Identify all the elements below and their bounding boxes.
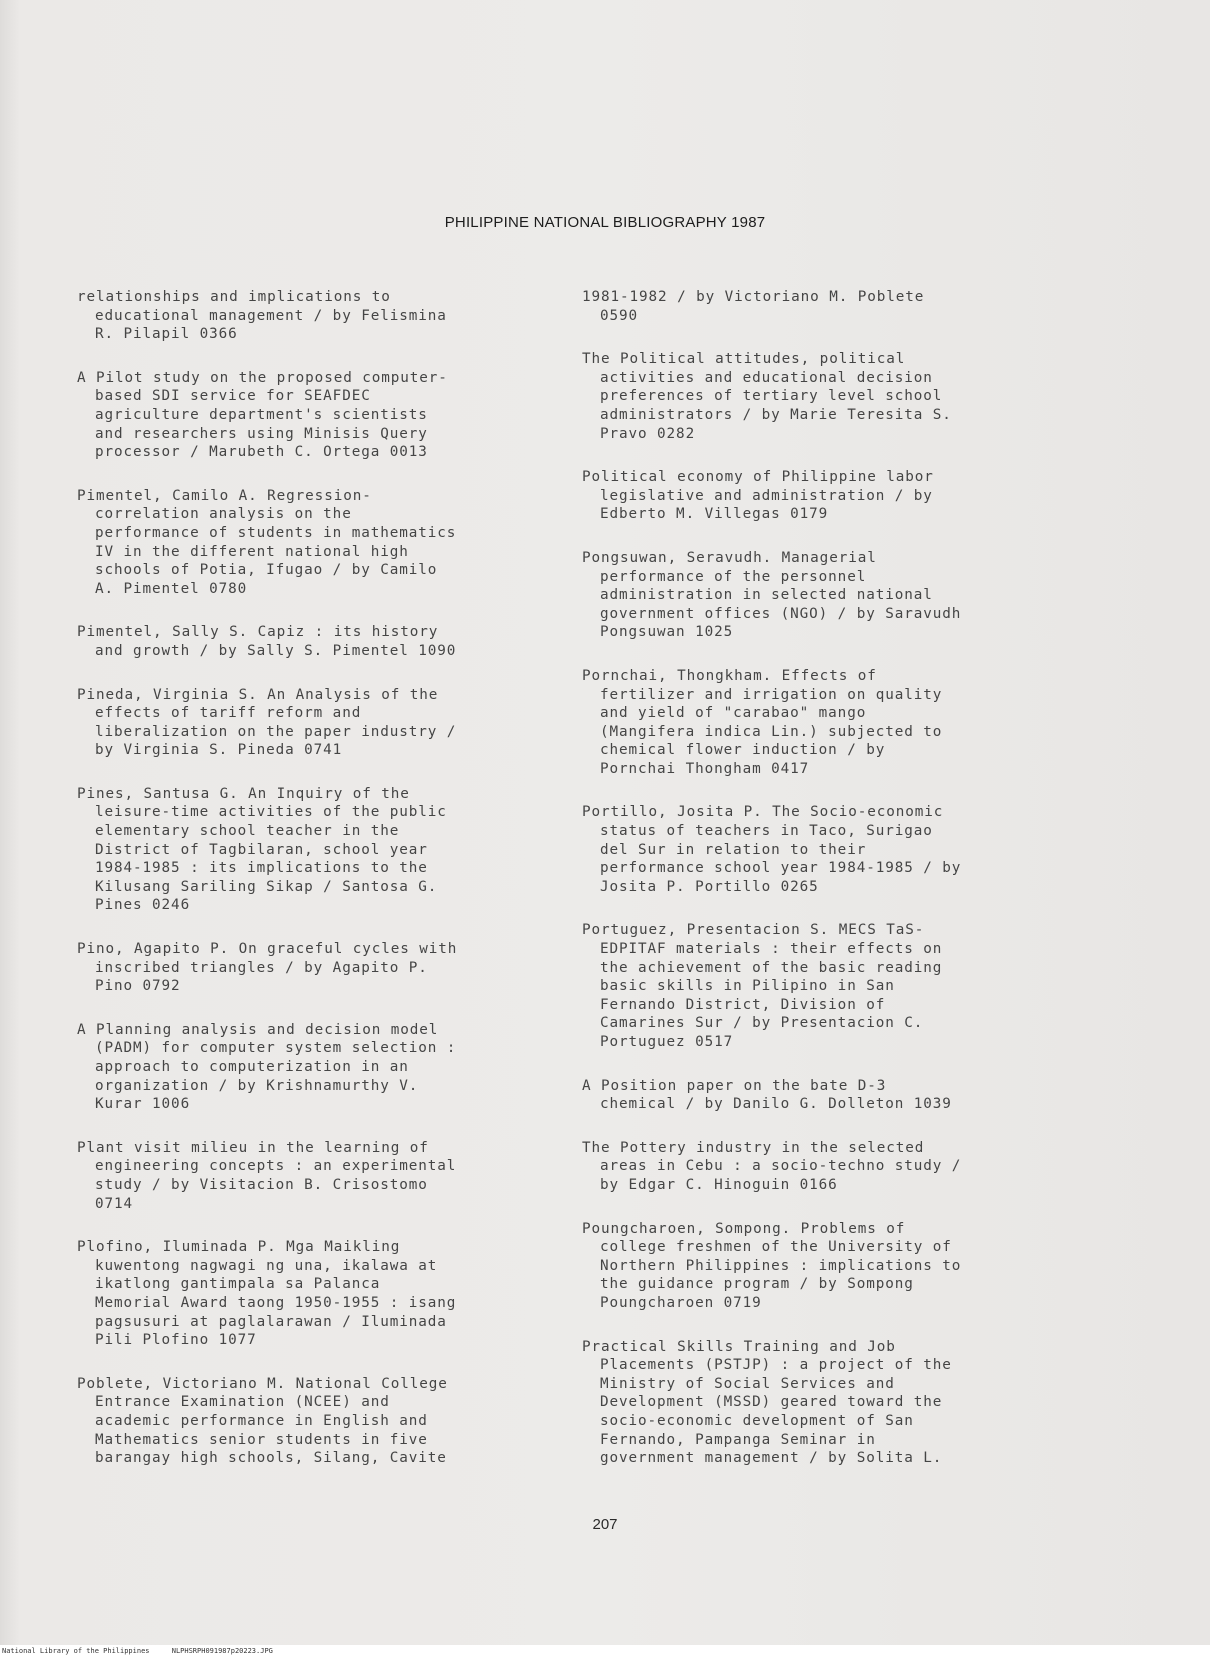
entry-line: legislative and administration / by <box>600 487 933 504</box>
entry-line: Pineda, Virginia S. An Analysis of the <box>77 686 439 703</box>
bibliography-entry <box>582 667 1072 779</box>
entry-line: and growth / by Sally S. Pimentel 1090 <box>95 642 457 659</box>
bibliography-entry <box>77 1238 552 1350</box>
entry-line: Fernando District, Division of <box>600 996 886 1013</box>
entry-line: Ministry of Social Services and <box>600 1375 895 1392</box>
entry-line: 0590 <box>600 307 639 324</box>
bibliography-entry <box>77 1021 552 1114</box>
entry-line: based SDI service for SEAFDEC <box>95 388 371 405</box>
entry-line: A Pilot study on the proposed computer- <box>77 369 448 386</box>
entry-line: approach to computerization in an <box>95 1059 409 1075</box>
entry-line: organization / by Krishnamurthy V. <box>95 1077 419 1094</box>
footer-library: National Library of the Philippines <box>2 1647 150 1655</box>
entry-line: The Pottery industry in the selected <box>582 1139 925 1156</box>
entry-line: Placements (PSTJP) : a project of the <box>600 1357 952 1374</box>
entry-line: Pili Plofino 1077 <box>95 1332 257 1349</box>
entry-line: 1981-1982 / by Victoriano M. Poblete <box>582 289 925 305</box>
entry-line: and yield of "carabao" mango <box>600 705 867 722</box>
entry-line: Kurar 1006 <box>95 1096 191 1113</box>
entry-line: Pines, Santusa G. An Inquiry of the <box>77 785 410 802</box>
bibliography-entry <box>77 288 552 344</box>
entry-line: inscribed triangles / by Agapito P. <box>95 959 428 976</box>
entry-line: Pongsuwan 1025 <box>600 624 734 641</box>
entry-line: liberalization on the paper industry / <box>95 723 457 740</box>
entry-line: (PADM) for computer system selection : <box>95 1040 457 1057</box>
entry-line: basic skills in Pilipino in San <box>600 978 895 995</box>
bibliography-entry <box>582 1077 1072 1114</box>
entry-line: by Virginia S. Pineda 0741 <box>95 742 343 759</box>
entry-line: Portuguez, Presentacion S. MECS TaS- <box>582 922 925 939</box>
bibliography-entry <box>582 803 1072 896</box>
entry-line: A Position paper on the bate D-3 <box>582 1077 887 1094</box>
entry-line: Poungcharoen, Sompong. Problems of <box>582 1220 906 1237</box>
entry-line: status of teachers in Taco, Surigao <box>600 823 933 840</box>
left-column <box>77 288 552 1493</box>
entry-line: Plofino, Iluminada P. Mga Maikling <box>77 1239 401 1256</box>
entry-line: agriculture department's scientists <box>95 406 428 423</box>
entry-line: Portuguez 0517 <box>600 1034 734 1050</box>
entry-line: socio-economic development of San <box>600 1412 914 1429</box>
entry-line: college freshmen of the University of <box>600 1239 952 1256</box>
entry-line: study / by Visitacion B. Crisostomo <box>95 1176 428 1193</box>
entry-line: the achievement of the basic reading <box>600 959 943 976</box>
entry-line: R. Pilapil 0366 <box>95 326 238 343</box>
entry-line: elementary school teacher in the <box>95 823 400 840</box>
entry-line: Pimentel, Camilo A. Regression- <box>77 487 372 504</box>
bibliography-entry <box>77 785 552 915</box>
entry-line: barangay high schools, Silang, Cavite <box>95 1450 447 1467</box>
entry-line: 1984-1985 : its implications to the <box>95 860 428 877</box>
right-column <box>582 288 1072 1493</box>
entry-line: Plant visit milieu in the learning of <box>77 1139 429 1156</box>
entry-line: by Edgar C. Hinoguin 0166 <box>600 1176 838 1193</box>
entry-line: Poblete, Victoriano M. National College <box>77 1375 448 1392</box>
entry-line: performance school year 1984-1985 / by <box>600 860 962 877</box>
bibliography-entry <box>77 1139 552 1213</box>
entry-line: performance of students in mathematics <box>95 524 457 541</box>
bibliography-entry <box>77 940 552 996</box>
entry-line: Pimentel, Sally S. Capiz : its history <box>77 624 439 641</box>
entry-line: Mathematics senior students in five <box>95 1431 428 1448</box>
bibliography-entry <box>77 623 552 660</box>
entry-line: Kilusang Sariling Sikap / Santosa G. <box>95 878 438 895</box>
entry-line: Northern Philippines : implications to <box>600 1257 962 1274</box>
entry-line: 0714 <box>95 1195 134 1212</box>
bibliography-entry <box>77 686 552 760</box>
bibliography-entry <box>582 549 1072 642</box>
entry-line: Pornchai Thongham 0417 <box>600 760 810 777</box>
entry-line: chemical / by Danilo G. Dolleton 1039 <box>600 1096 952 1113</box>
entry-line: Portillo, Josita P. The Socio-economic <box>582 804 944 821</box>
entry-line: educational management / by Felismina <box>95 307 447 324</box>
entry-line: processor / Marubeth C. Ortega 0013 <box>95 444 428 461</box>
entry-line: effects of tariff reform and <box>95 705 362 722</box>
entry-line: areas in Cebu : a socio-techno study / <box>600 1158 962 1175</box>
bibliography-entry <box>77 369 552 462</box>
entry-line: A Planning analysis and decision model <box>77 1021 439 1038</box>
entry-line: ikatlong gantimpala sa Palanca <box>95 1276 381 1293</box>
entry-line: government offices (NGO) / by Saravudh <box>600 605 962 622</box>
bibliography-entry <box>582 1338 1072 1468</box>
entry-line: Development (MSSD) geared toward the <box>600 1394 943 1411</box>
bibliography-entry <box>77 1375 552 1468</box>
entry-line: academic performance in English and <box>95 1412 428 1429</box>
bibliography-entry <box>582 468 1072 524</box>
entry-line: Entrance Examination (NCEE) and <box>95 1394 390 1411</box>
bibliography-entry <box>582 350 1072 443</box>
entry-line: correlation analysis on the <box>95 506 352 523</box>
entry-line: Fernando, Pampanga Seminar in <box>600 1431 876 1448</box>
bibliography-entry <box>582 921 1072 1051</box>
entry-line: Edberto M. Villegas 0179 <box>600 506 829 523</box>
page-number: 207 <box>592 1516 618 1533</box>
entry-line: engineering concepts : an experimental <box>95 1158 457 1175</box>
footer-file: NLPHSRPH091987p20223.JPG <box>171 1647 273 1655</box>
entry-line: Pornchai, Thongkham. Effects of <box>582 667 877 684</box>
entry-line: District of Tagbilaran, school year <box>95 841 428 858</box>
entry-line: Camarines Sur / by Presentacion C. <box>600 1015 924 1032</box>
bibliography-entry <box>77 487 552 599</box>
entry-line: (Mangifera indica Lin.) subjected to <box>600 723 943 740</box>
entry-line: Pino 0792 <box>95 978 181 995</box>
entry-line: Pravo 0282 <box>600 425 696 442</box>
entry-line: performance of the personnel <box>600 568 867 585</box>
entry-line: del Sur in relation to their <box>600 841 867 858</box>
entry-line: activities and educational decision <box>600 369 933 386</box>
entry-line: administrators / by Marie Teresita S. <box>600 406 952 423</box>
entry-line: chemical flower induction / by <box>600 742 886 759</box>
entry-line: Memorial Award taong 1950-1955 : isang <box>95 1294 457 1311</box>
entry-line: preferences of tertiary level school <box>600 388 943 405</box>
entry-line: leisure-time activities of the public <box>95 804 447 821</box>
entry-line: Political economy of Philippine labor <box>582 469 934 486</box>
entry-line: schools of Potia, Ifugao / by Camilo <box>95 562 438 579</box>
entry-line: relationships and implications to <box>77 289 391 305</box>
entry-line: The Political attitudes, political <box>582 351 906 368</box>
entry-line: IV in the different national high <box>95 543 409 560</box>
entry-line: Poungcharoen 0719 <box>600 1294 762 1311</box>
entry-line: administration in selected national <box>600 587 933 604</box>
bibliography-entry <box>582 288 1072 325</box>
entry-line: EDPITAF materials : their effects on <box>600 941 943 958</box>
entry-line: fertilizer and irrigation on quality <box>600 686 943 703</box>
entry-line: Pino, Agapito P. On graceful cycles with <box>77 941 458 958</box>
entry-line: Josita P. Portillo 0265 <box>600 878 819 895</box>
entry-line: Practical Skills Training and Job <box>582 1338 896 1355</box>
bibliography-entry <box>582 1139 1072 1195</box>
entry-line: government management / by Solita L. <box>600 1450 943 1467</box>
entry-line: kuwentong nagwagi ng una, ikalawa at <box>95 1257 438 1274</box>
scan-footer <box>0 1645 1210 1658</box>
entry-line: Pines 0246 <box>95 897 191 914</box>
entry-line: A. Pimentel 0780 <box>95 580 248 597</box>
entry-line: pagsusuri at paglalarawan / Iluminada <box>95 1313 447 1330</box>
entry-line: Pongsuwan, Seravudh. Managerial <box>582 549 877 566</box>
entry-line: the guidance program / by Sompong <box>600 1276 914 1293</box>
page-title: PHILIPPINE NATIONAL BIBLIOGRAPHY 1987 <box>444 214 766 231</box>
bibliography-entry <box>582 1220 1072 1313</box>
entry-line: and researchers using Minisis Query <box>95 425 428 442</box>
